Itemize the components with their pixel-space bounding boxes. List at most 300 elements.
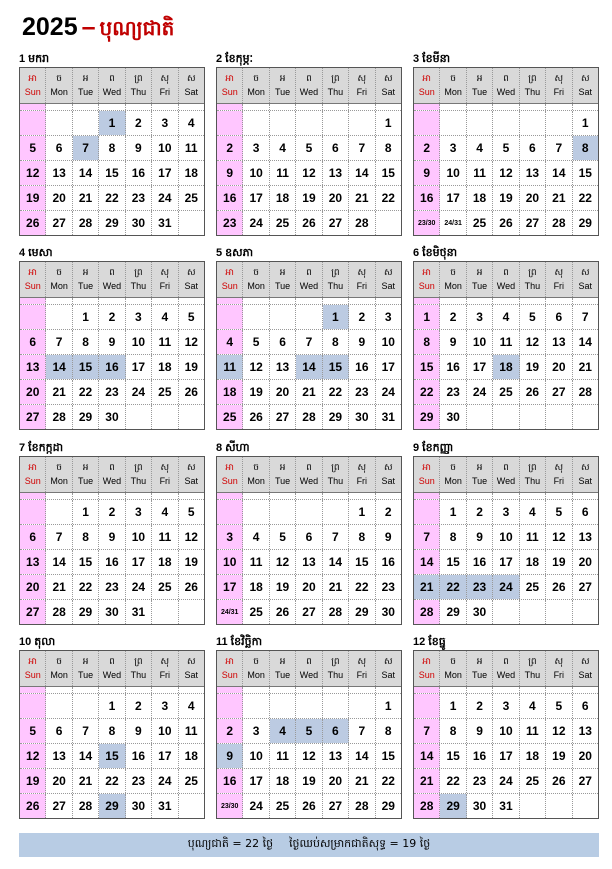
weekday-khmer: អ (82, 268, 89, 278)
weekday-english: Sun (221, 670, 238, 680)
weekday-khmer: ច (56, 268, 62, 278)
day-cell (217, 694, 243, 718)
weekday-khmer: ស (186, 657, 196, 667)
day-cell: 1 (581, 116, 589, 130)
weekday-khmer: អា (225, 268, 234, 278)
title-khmer: បុណ្យជាតិ (99, 16, 175, 40)
week-row (414, 575, 598, 600)
day-cell: 2 (99, 500, 125, 524)
weekday-khmer: ព្រ (528, 463, 537, 473)
day-cell: 28 (73, 794, 99, 818)
weekday-khmer: អ (279, 657, 286, 667)
day-cell: 9 (384, 530, 392, 544)
day-cell: 6 (546, 305, 572, 329)
weekday-khmer: ព (306, 268, 312, 278)
month-block (19, 245, 205, 430)
day-cell (126, 405, 152, 429)
week-row (217, 500, 401, 525)
day-cell: 20 (323, 769, 349, 793)
day-cell: 16 (381, 555, 395, 569)
weekday-english: Fri (159, 281, 171, 291)
day-cell: 15 (381, 749, 395, 763)
spacer-row (414, 493, 598, 500)
weekday-english: Sun (221, 87, 238, 97)
day-cell: 2 (467, 500, 493, 524)
day-cell (270, 694, 296, 718)
day-cell: 22 (73, 380, 99, 404)
spacer-row (414, 687, 598, 694)
day-cell: 11 (217, 355, 243, 379)
month-title (216, 440, 402, 456)
day-cell: 10 (243, 744, 269, 768)
day-cell: 1 (73, 305, 99, 329)
day-cell: 10 (493, 525, 519, 549)
day-cell (20, 500, 46, 524)
week-row (20, 186, 204, 211)
week-row (20, 355, 204, 380)
weekday-header (440, 457, 466, 492)
day-cell: 27 (323, 211, 349, 235)
day-cell: 28 (578, 385, 592, 399)
week-row (414, 694, 598, 719)
day-cell: 12 (184, 530, 198, 544)
weekday-header (467, 262, 493, 297)
day-cell: 2 (467, 694, 493, 718)
month-number: 5 (216, 247, 223, 259)
day-cell: 25 (270, 211, 296, 235)
day-cell: 27 (578, 774, 592, 788)
weekday-english: Sat (578, 670, 592, 680)
day-cell: 24 (493, 769, 519, 793)
week-row (217, 355, 401, 380)
day-cell: 26 (20, 211, 46, 235)
day-cell: 28 (73, 211, 99, 235)
day-cell: 12 (20, 744, 46, 768)
week-row (414, 305, 598, 330)
week-row (20, 600, 204, 624)
day-cell: 19 (296, 769, 322, 793)
day-cell (296, 305, 322, 329)
day-cell: 16 (126, 161, 152, 185)
weekday-english: Thu (130, 281, 147, 291)
day-cell: 4 (187, 699, 195, 713)
weekday-header (243, 457, 269, 492)
day-cell: 11 (184, 141, 198, 155)
month-table (413, 67, 599, 236)
day-cell: 13 (20, 355, 46, 379)
day-cell: 21 (414, 575, 440, 599)
day-cell: 1 (99, 111, 125, 135)
weekday-khmer: អ (476, 463, 483, 473)
week-row (20, 211, 204, 235)
weekday-header (46, 262, 72, 297)
day-cell: 31 (493, 794, 519, 818)
weekday-khmer: អា (28, 74, 37, 84)
weekday-header (20, 68, 46, 103)
weekday-header (243, 262, 269, 297)
day-cell: 30 (99, 600, 125, 624)
week-row (217, 694, 401, 719)
day-cell: 16 (414, 186, 440, 210)
day-cell (179, 405, 204, 429)
day-cell: 28 (349, 211, 375, 235)
weekday-english: Sun (24, 670, 41, 680)
day-cell: 27 (20, 600, 46, 624)
weekday-english: Sat (184, 87, 198, 97)
week-row (20, 500, 204, 525)
month-number: 9 (413, 442, 420, 454)
month-table (19, 650, 205, 819)
weekday-header (376, 262, 401, 297)
month-number: 7 (19, 442, 26, 454)
weekday-header (573, 68, 598, 103)
month-table (216, 67, 402, 236)
day-cell: 8 (323, 330, 349, 354)
page-title (22, 10, 174, 44)
day-cell: 16 (217, 186, 243, 210)
day-cell: 17 (126, 550, 152, 574)
week-row (20, 694, 204, 719)
week-row (217, 719, 401, 744)
weekday-khmer: ព្រ (528, 657, 537, 667)
month-block (216, 440, 402, 625)
day-cell: 2 (440, 305, 466, 329)
day-cell: 26 (546, 575, 572, 599)
weekday-header (270, 457, 296, 492)
day-cell: 27 (46, 211, 72, 235)
day-cell: 20 (323, 186, 349, 210)
weekday-header (152, 68, 178, 103)
weekday-english: Fri (356, 670, 368, 680)
day-cell: 8 (73, 330, 99, 354)
weekday-header (323, 651, 349, 686)
day-cell: 9 (414, 161, 440, 185)
day-cell: 13 (520, 161, 546, 185)
weekday-khmer: ច (450, 74, 456, 84)
day-cell: 22 (578, 191, 592, 205)
day-cell: 26 (296, 794, 322, 818)
day-cell: 3 (243, 719, 269, 743)
day-cell: 26 (184, 580, 198, 594)
day-cell: 2 (99, 305, 125, 329)
day-cell: 29 (99, 211, 125, 235)
day-cell: 23 (467, 575, 493, 599)
weekday-khmer: ព្រ (528, 268, 537, 278)
day-cell (323, 500, 349, 524)
day-cell: 8 (384, 141, 392, 155)
month-number: 6 (413, 247, 420, 259)
week-row (20, 330, 204, 355)
day-cell: 10 (440, 161, 466, 185)
week-row (217, 111, 401, 136)
day-cell: 18 (217, 380, 243, 404)
day-cell: 9 (99, 330, 125, 354)
day-cell: 7 (46, 525, 72, 549)
week-row (414, 550, 598, 575)
weekday-header-row (20, 457, 204, 493)
day-cell: 8 (99, 719, 125, 743)
day-cell: 12 (520, 330, 546, 354)
weekday-header-row (217, 68, 401, 104)
day-cell: 11 (152, 525, 178, 549)
day-cell (520, 600, 546, 624)
weekday-english: Wed (102, 670, 122, 680)
weekday-header (323, 68, 349, 103)
day-cell (546, 111, 572, 135)
day-cell: 22 (99, 769, 125, 793)
weekday-header (152, 457, 178, 492)
weekday-english: Wed (102, 87, 122, 97)
week-row (414, 330, 598, 355)
day-cell: 21 (349, 186, 375, 210)
weekday-english: Thu (327, 476, 344, 486)
weekday-header-row (414, 651, 598, 687)
day-cell: 12 (493, 161, 519, 185)
weekday-english: Mon (444, 670, 462, 680)
weekday-header (20, 262, 46, 297)
week-row (20, 575, 204, 600)
weekday-khmer: ស (186, 74, 196, 84)
weekday-english: Sun (418, 670, 435, 680)
day-cell: 4 (243, 525, 269, 549)
day-cell (376, 211, 401, 235)
weekday-khmer: អា (28, 268, 37, 278)
weekday-header (493, 457, 519, 492)
weekday-khmer: សុ (554, 74, 564, 84)
day-cell (179, 211, 204, 235)
day-cell: 21 (578, 360, 592, 374)
day-cell: 27 (578, 580, 592, 594)
day-cell (270, 305, 296, 329)
day-cell: 21 (46, 575, 72, 599)
weekday-header (217, 68, 243, 103)
day-cell: 20 (270, 380, 296, 404)
weekday-header (179, 68, 204, 103)
day-cell: 14 (46, 355, 72, 379)
day-cell: 23 (99, 380, 125, 404)
day-cell: 1 (440, 500, 466, 524)
day-cell (296, 111, 322, 135)
week-row (217, 186, 401, 211)
day-cell: 18 (152, 550, 178, 574)
day-cell: 11 (520, 719, 546, 743)
day-cell: 20 (578, 749, 592, 763)
week-row (217, 405, 401, 429)
weekday-khmer: អ (279, 463, 286, 473)
day-cell: 20 (20, 575, 46, 599)
day-cell (179, 600, 204, 624)
weekday-english: Tue (471, 670, 488, 680)
month-title (216, 245, 402, 261)
month-block (216, 634, 402, 819)
day-cell: 6 (20, 525, 46, 549)
weekday-english: Sat (578, 281, 592, 291)
week-row (217, 769, 401, 794)
day-cell: 20 (46, 769, 72, 793)
day-cell: 25 (152, 380, 178, 404)
weekday-english: Wed (496, 281, 516, 291)
day-cell: 26 (546, 769, 572, 793)
weekday-english: Tue (471, 476, 488, 486)
day-cell: 21 (296, 380, 322, 404)
day-cell: 9 (440, 330, 466, 354)
weekday-header (546, 651, 572, 686)
day-cell: 12 (20, 161, 46, 185)
day-cell: 29 (73, 600, 99, 624)
weekday-header (349, 262, 375, 297)
day-cell (46, 111, 72, 135)
day-cell: 5 (187, 310, 195, 324)
day-cell: 4 (270, 136, 296, 160)
day-cell: 8 (384, 724, 392, 738)
day-cell: 24/31 (217, 600, 243, 624)
day-cell: 18 (520, 744, 546, 768)
spacer-row (217, 298, 401, 305)
day-cell: 7 (414, 525, 440, 549)
weekday-english: Sun (24, 476, 41, 486)
weekday-english: Wed (299, 281, 319, 291)
weekday-khmer: ព (306, 74, 312, 84)
week-row (20, 161, 204, 186)
day-cell: 17 (152, 744, 178, 768)
day-cell: 18 (243, 575, 269, 599)
weekday-khmer: អា (422, 463, 431, 473)
day-cell: 2 (349, 305, 375, 329)
month-table (216, 456, 402, 625)
weekday-khmer: ច (450, 268, 456, 278)
day-cell: 1 (73, 500, 99, 524)
day-cell: 12 (184, 335, 198, 349)
weekday-header (296, 262, 322, 297)
day-cell: 28 (349, 794, 375, 818)
weekday-header (414, 457, 440, 492)
day-cell: 5 (270, 525, 296, 549)
day-cell: 4 (520, 500, 546, 524)
day-cell: 31 (152, 794, 178, 818)
day-cell: 5 (296, 136, 322, 160)
day-cell: 22 (381, 191, 395, 205)
month-block (216, 245, 402, 430)
day-cell: 9 (99, 525, 125, 549)
day-cell (493, 111, 519, 135)
title-dash: – (81, 13, 96, 41)
day-cell: 20 (20, 380, 46, 404)
day-cell: 3 (384, 310, 392, 324)
day-cell: 13 (296, 550, 322, 574)
day-cell: 27 (270, 405, 296, 429)
weekday-header-row (217, 457, 401, 493)
day-cell: 30 (126, 794, 152, 818)
day-cell: 18 (467, 186, 493, 210)
day-cell: 31 (381, 410, 395, 424)
weekday-header (243, 68, 269, 103)
day-cell (414, 500, 440, 524)
day-cell: 8 (349, 525, 375, 549)
day-cell: 3 (467, 305, 493, 329)
day-cell: 4 (187, 116, 195, 130)
month-name: តុលា (34, 635, 56, 648)
weekday-english: Sun (418, 476, 435, 486)
day-cell (493, 405, 519, 429)
day-cell: 10 (152, 136, 178, 160)
weekday-english: Sat (381, 476, 395, 486)
weekday-header (440, 262, 466, 297)
weekday-english: Sun (418, 87, 435, 97)
day-cell: 29 (440, 600, 466, 624)
day-cell: 3 (493, 694, 519, 718)
day-cell: 6 (46, 719, 72, 743)
day-cell: 28 (46, 405, 72, 429)
weekday-header (243, 651, 269, 686)
month-block (19, 634, 205, 819)
weekday-khmer: ព្រ (134, 657, 143, 667)
week-row (217, 794, 401, 818)
day-cell: 19 (20, 769, 46, 793)
day-cell (493, 600, 519, 624)
month-table (413, 650, 599, 819)
day-cell: 13 (546, 330, 572, 354)
day-cell (217, 500, 243, 524)
day-cell: 10 (217, 550, 243, 574)
month-table (413, 261, 599, 430)
day-cell: 14 (414, 744, 440, 768)
day-cell: 13 (578, 724, 592, 738)
day-cell: 11 (493, 330, 519, 354)
week-row (217, 211, 401, 235)
day-cell (243, 305, 269, 329)
day-cell: 21 (414, 769, 440, 793)
weekday-english: Thu (524, 281, 541, 291)
weekday-header (270, 68, 296, 103)
day-cell (243, 500, 269, 524)
weekday-header-row (414, 68, 598, 104)
day-cell: 9 (349, 330, 375, 354)
day-cell: 1 (440, 694, 466, 718)
day-cell: 12 (296, 161, 322, 185)
week-row (414, 794, 598, 818)
day-cell: 5 (520, 305, 546, 329)
week-row (20, 550, 204, 575)
weekday-header-row (414, 262, 598, 298)
month-number: 11 (216, 636, 228, 648)
day-cell: 11 (270, 744, 296, 768)
day-cell: 6 (323, 136, 349, 160)
day-cell: 23 (349, 380, 375, 404)
day-cell: 19 (493, 186, 519, 210)
day-cell: 17 (243, 186, 269, 210)
day-cell: 12 (296, 744, 322, 768)
weekday-khmer: ព្រ (331, 74, 340, 84)
weekday-english: Wed (496, 670, 516, 680)
weekday-khmer: ច (56, 463, 62, 473)
weekday-english: Mon (50, 476, 68, 486)
day-cell: 24 (467, 380, 493, 404)
week-row (20, 525, 204, 550)
weekday-khmer: អា (422, 268, 431, 278)
day-cell (152, 405, 178, 429)
month-name: ខែមិថុនា (422, 246, 458, 259)
day-cell (270, 500, 296, 524)
weekday-khmer: អ (82, 74, 89, 84)
weekday-khmer: សុ (357, 268, 367, 278)
month-table (19, 67, 205, 236)
week-row (414, 211, 598, 235)
weekday-header (217, 457, 243, 492)
day-cell (152, 600, 178, 624)
day-cell: 24 (152, 186, 178, 210)
weekday-header (440, 651, 466, 686)
day-cell: 26 (184, 385, 198, 399)
